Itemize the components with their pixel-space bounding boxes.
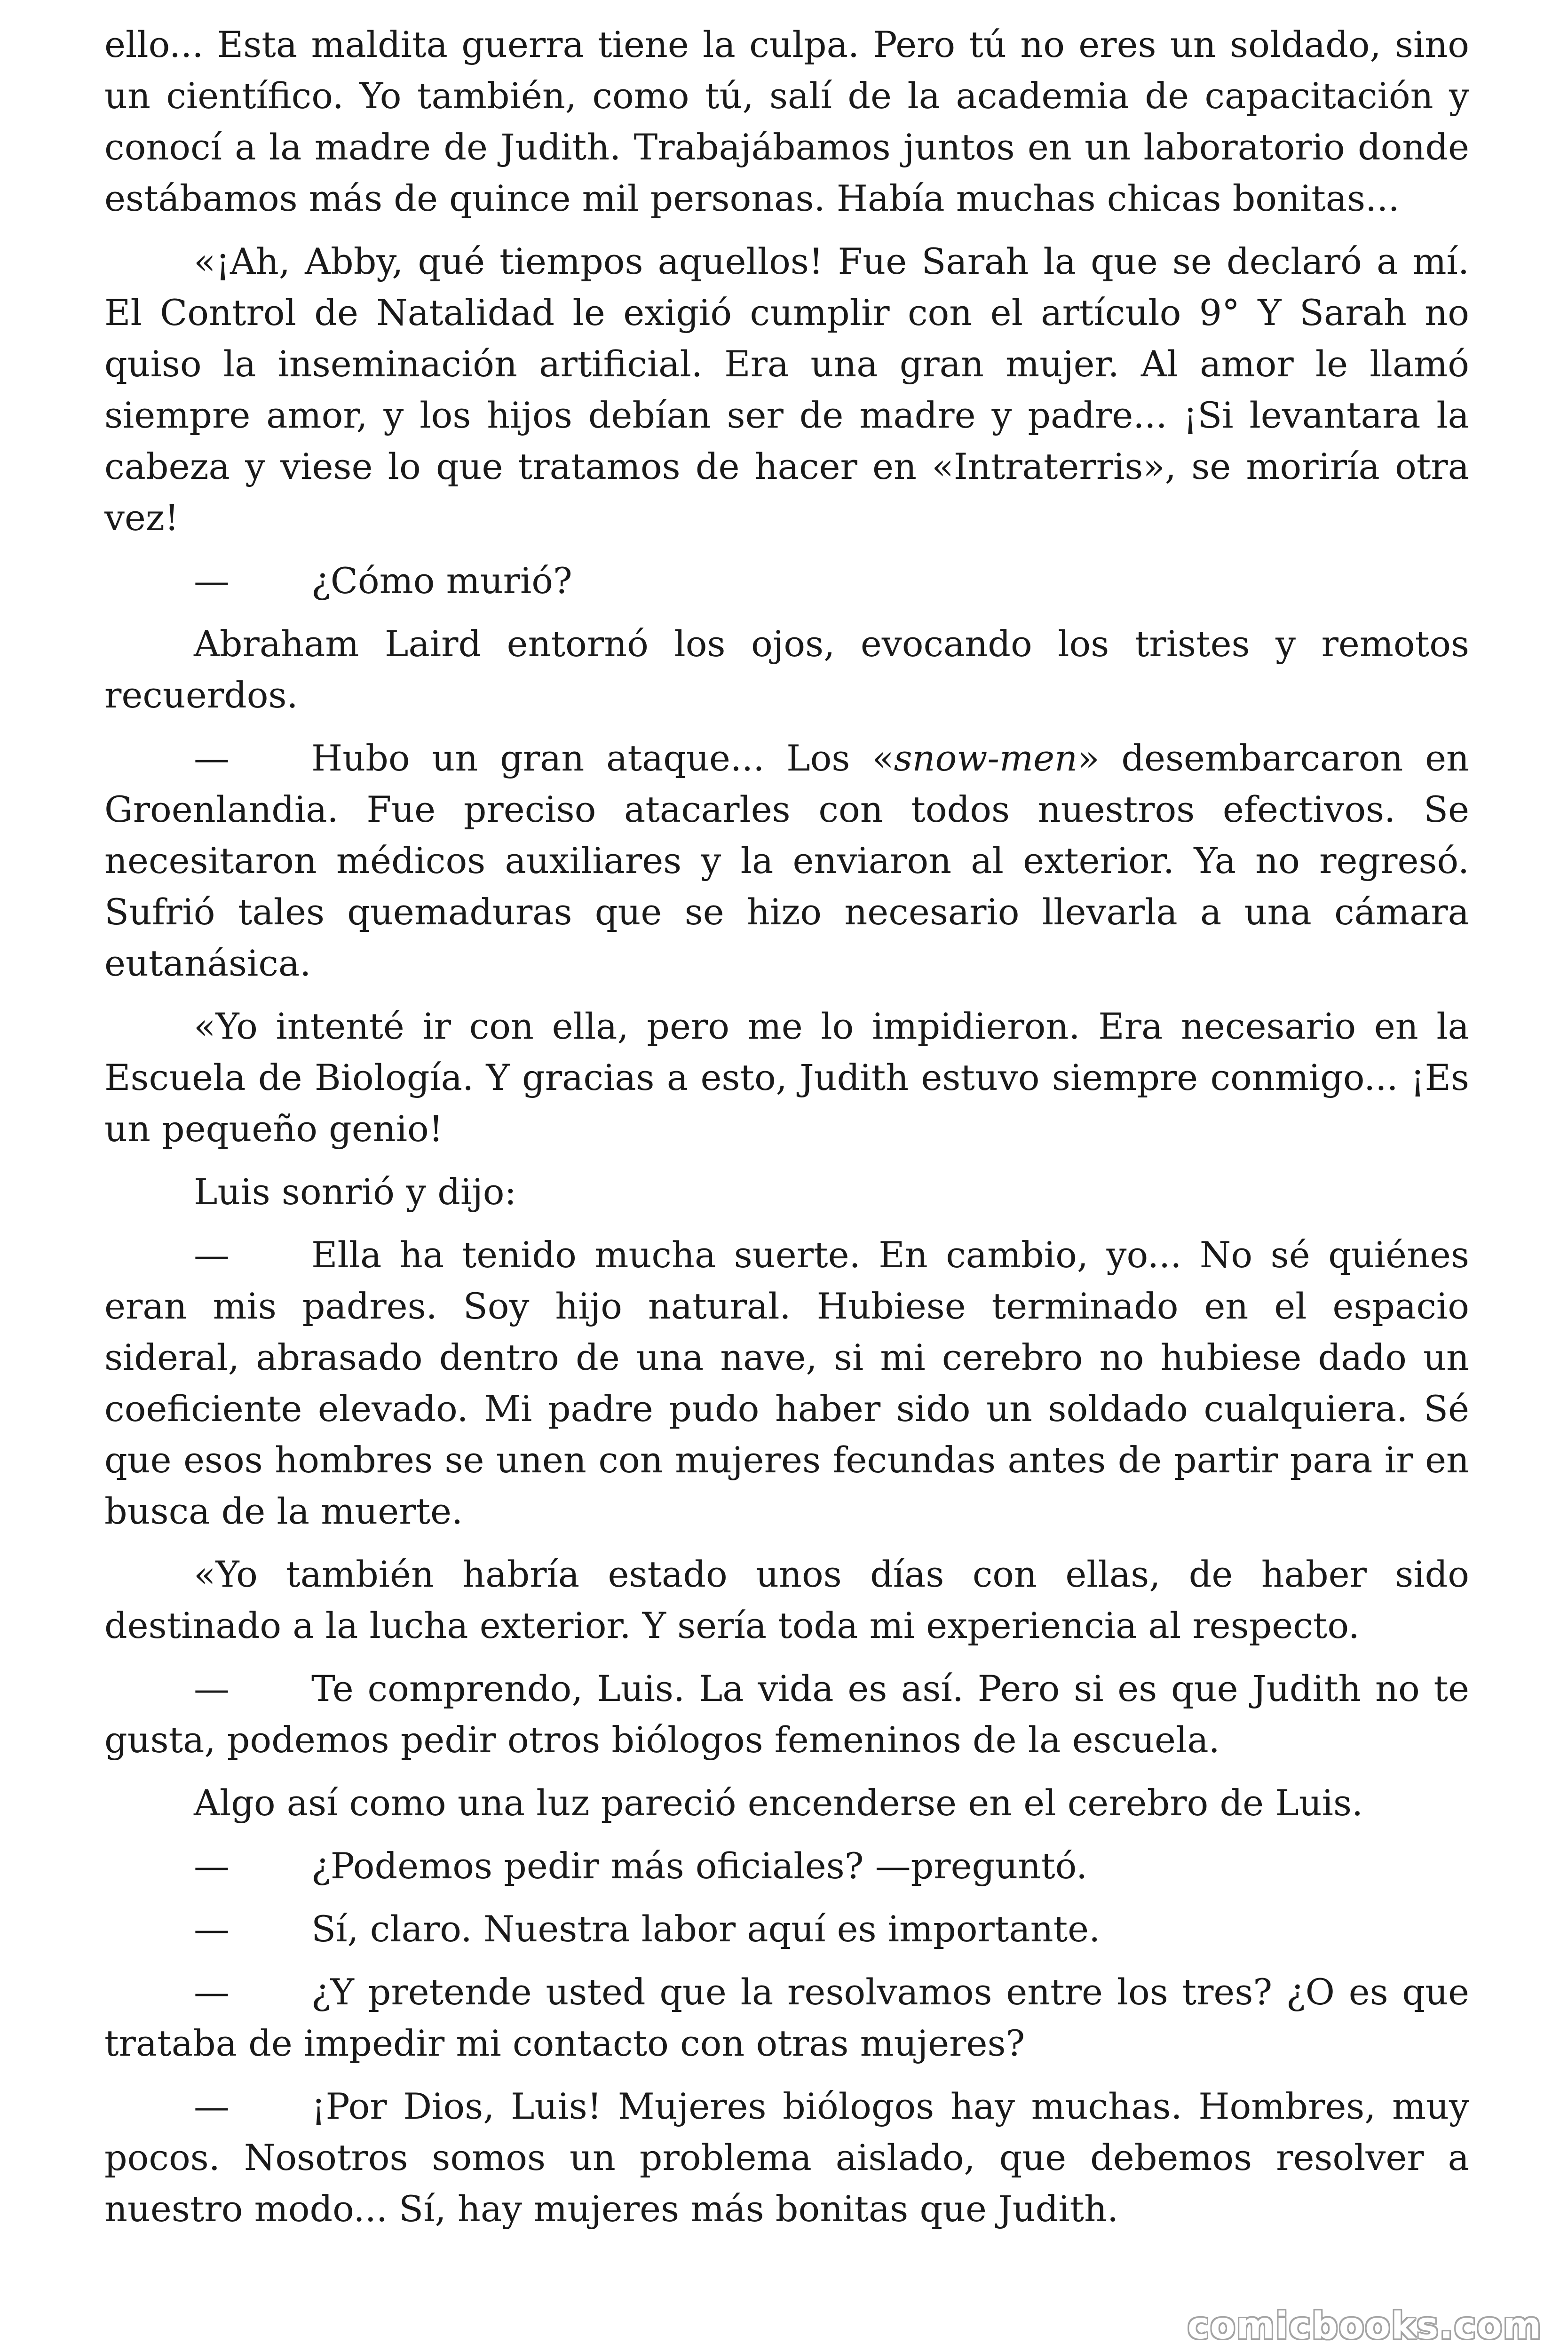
dialogue-dash: — (194, 560, 230, 602)
paragraph-text: ¿Y pretende usted que la resolvamos entre los tres? ¿O es que trataba de impedir mi contacto con otras mujeres? (104, 1971, 1469, 2064)
paragraph-7: Luis sonrió y dijo: (194, 1171, 517, 1213)
dialogue-paragraph-3 (104, 555, 1469, 606)
dialogue-dash: — (194, 2085, 230, 2127)
book-page-body (104, 19, 1469, 2246)
paragraph-text: Ella ha tenido mucha suerte. En cambio, yo... No sé quiénes eran mis padres. Soy hijo natural. Hubiese terminado en el espacio sideral, abrasado dentro de una nave, si mi cerebro no hubiese dado un coeficiente elevado. Mi padre pudo haber sido un soldado cualquiera. Sé que esos hombres se unen con mujeres fecundas antes de partir para ir en busca de la muerte. (104, 1234, 1469, 1532)
dialogue-paragraph-5 (104, 732, 1469, 989)
dialogue-paragraph-12 (104, 1840, 1469, 1891)
dialogue-paragraph-10 (104, 1663, 1469, 1765)
paragraph-text: Te comprendo, Luis. La vida es así. Pero si es que Judith no te gusta, podemos pedir otros biólogos femeninos de la escuela. (104, 1668, 1469, 1761)
paragraph-text: ¡Por Dios, Luis! Mujeres biólogos hay muchas. Hombres, muy pocos. Nosotros somos un problema aislado, que debemos resolver a nuestro modo... Sí, hay mujeres más bonitas que Judith. (104, 2085, 1469, 2230)
site-watermark: comicbooks.com (1187, 2305, 1542, 2347)
paragraph-2: «¡Ah, Abby, qué tiempos aquellos! Fue Sarah la que se declaró a mí. El Control de Natalidad le exigió cumplir con el artículo 9° Y Sarah no quiso la inseminación artificial. Era una gran mujer. Al amor le llamó siempre amor, y los hijos debían ser de madre y padre... ¡Si levantara la cabeza y viese lo que tratamos de hacer en «Intraterris», se moriría otra vez! (104, 240, 1469, 539)
paragraph-text: ¿Podemos pedir más oficiales? —preguntó. (311, 1845, 1088, 1887)
dialogue-dash: — (194, 1234, 230, 1276)
paragraph-4: Abraham Laird entornó los ojos, evocando los tristes y remotos recuerdos. (104, 623, 1469, 716)
dialogue-dash: — (194, 737, 230, 779)
paragraph-text-italic: snow-men (894, 737, 1078, 779)
dialogue-paragraph-14 (104, 1966, 1469, 2069)
dialogue-dash: — (194, 1908, 230, 1950)
paragraph-text-before: Hubo un gran ataque... Los « (311, 737, 894, 779)
paragraph-1: ello... Esta maldita guerra tiene la culpa. Pero tú no eres un soldado, sino un científico. Yo también, como tú, salí de la academia de capacitación y conocí a la madre de Judith. Trabajábamos juntos en un laboratorio donde estábamos más de quince mil personas. Había muchas chicas bonitas... (104, 24, 1469, 219)
paragraph-6: «Yo intenté ir con ella, pero me lo impidieron. Era necesario en la Escuela de Biología. Y gracias a esto, Judith estuvo siempre conmigo... ¡Es un pequeño genio! (104, 1005, 1469, 1150)
paragraph-text-after: » desembarcaron en Groenlandia. Fue preciso atacarles con todos nuestros efectivos. Se necesitaron médicos auxiliares y la enviaron al exterior. Ya no regresó. Sufrió tales quemaduras que se hizo necesario llevarla a una cámara eutanásica. (104, 737, 1469, 984)
dialogue-paragraph-8 (104, 1229, 1469, 1537)
dialogue-dash: — (194, 1668, 230, 1709)
paragraph-text: Sí, claro. Nuestra labor aquí es importante. (311, 1908, 1101, 1950)
dialogue-paragraph-15 (104, 2081, 1469, 2234)
dialogue-paragraph-13 (104, 1903, 1469, 1955)
dialogue-dash: — (194, 1971, 230, 2013)
paragraph-9: «Yo también habría estado unos días con ellas, de haber sido destinado a la lucha exterior. Y sería toda mi experiencia al respecto. (104, 1553, 1469, 1646)
dialogue-dash: — (194, 1845, 230, 1887)
paragraph-text: ¿Cómo murió? (311, 560, 572, 602)
paragraph-11: Algo así como una luz pareció encenderse en el cerebro de Luis. (194, 1782, 1363, 1824)
